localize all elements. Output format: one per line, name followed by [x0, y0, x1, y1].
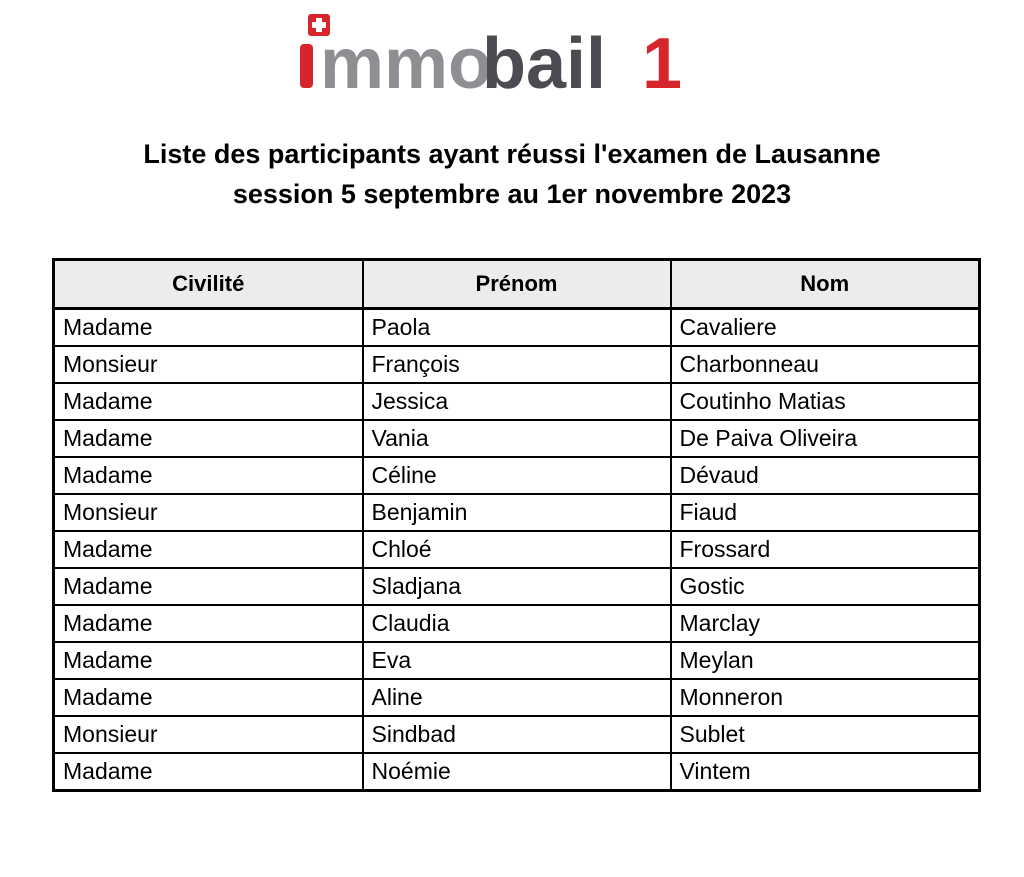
cell-nom: De Paiva Oliveira: [671, 420, 980, 457]
page-title: [0, 134, 1024, 214]
cell-nom: Cavaliere: [671, 309, 980, 347]
cell-civilite: Madame: [54, 568, 363, 605]
logo-graphic: [296, 14, 700, 94]
cell-prenom: Noémie: [363, 753, 671, 791]
cell-prenom: Sladjana: [363, 568, 671, 605]
cell-prenom: Claudia: [363, 605, 671, 642]
header-civilite: Civilité: [54, 260, 363, 309]
table-row: [54, 605, 980, 642]
cell-nom: Meylan: [671, 642, 980, 679]
logo-text-mmo: mmo: [320, 24, 493, 94]
header-nom: Nom: [671, 260, 980, 309]
logo-i-stem: [300, 44, 313, 88]
table-row: [54, 716, 980, 753]
header-prenom: Prénom: [363, 260, 671, 309]
cell-prenom: Jessica: [363, 383, 671, 420]
table-row: [54, 753, 980, 791]
cell-prenom: Eva: [363, 642, 671, 679]
logo-text-1: 1: [642, 24, 683, 94]
immobail1-logo: [296, 14, 700, 94]
cell-nom: Sublet: [671, 716, 980, 753]
table-row: [54, 531, 980, 568]
cell-nom: Vintem: [671, 753, 980, 791]
table-row: [54, 642, 980, 679]
table-row: [54, 346, 980, 383]
cell-nom: Coutinho Matias: [671, 383, 980, 420]
table-row: [54, 383, 980, 420]
cell-prenom: Sindbad: [363, 716, 671, 753]
cell-prenom: Vania: [363, 420, 671, 457]
cell-nom: Charbonneau: [671, 346, 980, 383]
cell-nom: Gostic: [671, 568, 980, 605]
cell-prenom: Céline: [363, 457, 671, 494]
table-row: [54, 309, 980, 347]
table-row: [54, 568, 980, 605]
cell-civilite: Madame: [54, 457, 363, 494]
cell-nom: Fiaud: [671, 494, 980, 531]
cell-civilite: Madame: [54, 531, 363, 568]
cell-civilite: Monsieur: [54, 346, 363, 383]
table-header-row: [54, 260, 980, 309]
cell-civilite: Madame: [54, 753, 363, 791]
cell-nom: Monneron: [671, 679, 980, 716]
cell-nom: Dévaud: [671, 457, 980, 494]
cell-civilite: Madame: [54, 642, 363, 679]
cell-civilite: Monsieur: [54, 494, 363, 531]
cell-civilite: Madame: [54, 383, 363, 420]
title-line-2: session 5 septembre au 1er novembre 2023: [232, 179, 792, 209]
cell-civilite: Monsieur: [54, 716, 363, 753]
table-row: [54, 457, 980, 494]
cell-civilite: Madame: [54, 605, 363, 642]
cell-prenom: François: [363, 346, 671, 383]
cell-prenom: Aline: [363, 679, 671, 716]
table-row: [54, 679, 980, 716]
cell-prenom: Benjamin: [363, 494, 671, 531]
cell-civilite: Madame: [54, 420, 363, 457]
cell-prenom: Chloé: [363, 531, 671, 568]
logo-text-bail: bail: [482, 24, 607, 94]
table-row: [54, 420, 980, 457]
title-line-1: Liste des participants ayant réussi l'examen de Lausanne: [143, 139, 881, 169]
cell-civilite: Madame: [54, 679, 363, 716]
cell-nom: Marclay: [671, 605, 980, 642]
cell-civilite: Madame: [54, 309, 363, 347]
cell-prenom: Paola: [363, 309, 671, 347]
cell-nom: Frossard: [671, 531, 980, 568]
table-row: [54, 494, 980, 531]
participants-table: [52, 258, 981, 792]
